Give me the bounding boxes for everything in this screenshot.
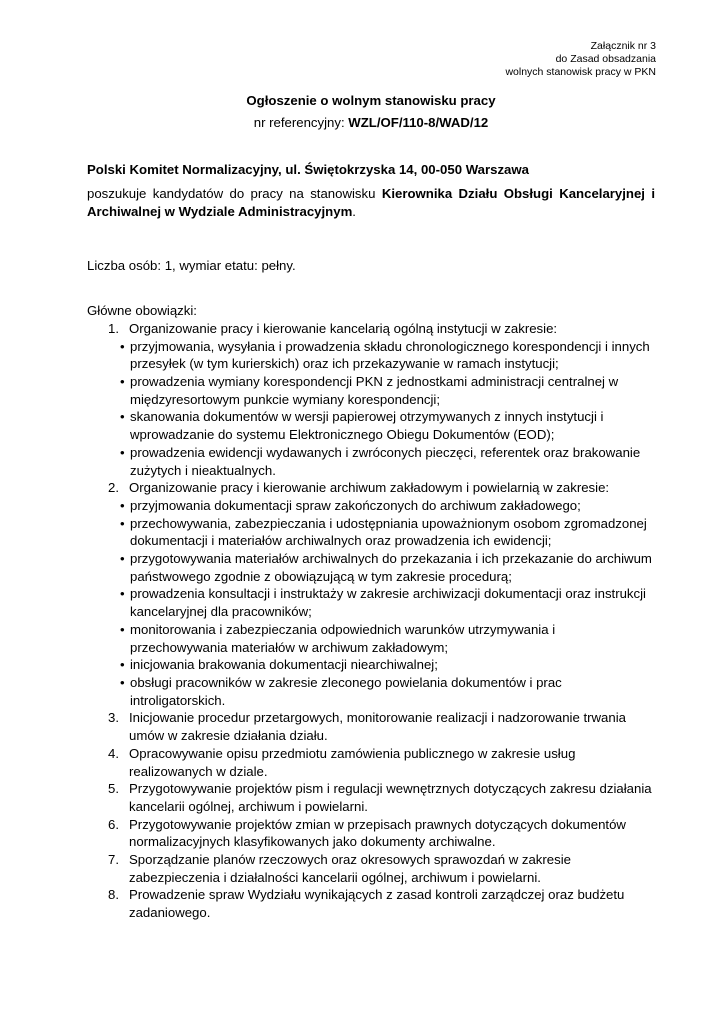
duty-text: Inicjowanie procedur przetargowych, monitorowanie realizacji i nadzorowanie trwania umów w zakresie działania działu. — [129, 710, 626, 744]
duty-sublist — [87, 497, 655, 709]
bullet-icon: • — [120, 497, 125, 513]
duty-subitem-text: przyjmowania dokumentacji spraw zakończonych do archiwum zakładowego; — [130, 497, 581, 513]
duty-item — [87, 780, 655, 815]
duty-number: 3. — [108, 710, 119, 726]
position-name: Kierownika Działu Obsługi Kancelaryjnej i Archiwalnej w Wydziale Administracyjnym — [87, 186, 655, 219]
duty-number: 8. — [108, 887, 119, 903]
duty-text: Prowadzenie spraw Wydziału wynikających z zasad kontroli zarządczej oraz budżetu zadaniowego. — [129, 887, 625, 921]
bullet-icon: • — [120, 621, 125, 637]
duty-subitem — [87, 550, 655, 585]
bullet-icon: • — [120, 409, 125, 425]
duty-subitem — [87, 408, 655, 443]
bullet-icon: • — [120, 374, 125, 390]
duty-item — [87, 886, 655, 921]
duty-item — [87, 745, 655, 780]
duties-heading: Główne obowiązki: — [87, 303, 197, 319]
duty-subitem — [87, 497, 655, 515]
reference-label: nr referencyjny: — [253, 114, 349, 130]
document-body — [87, 92, 655, 922]
duty-item — [87, 851, 655, 886]
duty-sublist — [87, 338, 655, 480]
duty-subitem-text: prowadzenia konsultacji i instruktaży w zakresie archiwizacji dokumentacji oraz instrukcji kancelaryjnej dla pracowników; — [130, 586, 646, 620]
duty-subitem-text: przechowywania, zabezpieczania i udostępniania upoważnionym osobom zgromadzonej dokumentacji i materiałów archiwalnych oraz prowadzenia ich ewidencji; — [130, 515, 647, 549]
duty-subitem-text: obsługi pracowników w zakresie zleconego powielania dokumentów i prac introligatorskich. — [130, 674, 562, 708]
duty-number: 7. — [108, 852, 119, 868]
duty-subitem — [87, 444, 655, 479]
bullet-icon: • — [120, 674, 125, 690]
duty-item — [87, 816, 655, 851]
duty-number: 6. — [108, 816, 119, 832]
bullet-icon: • — [120, 657, 125, 673]
intro-before: poszukuje kandydatów do pracy na stanowisku — [87, 186, 382, 202]
duty-text: Opracowywanie opisu przedmiotu zamówienia publicznego w zakresie usług realizowanych w dziale. — [129, 745, 576, 779]
duty-subitem — [87, 674, 655, 709]
reference-number — [87, 114, 655, 132]
bullet-icon: • — [120, 515, 125, 531]
duty-text: Przygotowywanie projektów pism i regulacji wewnętrznych dotyczących zakresu działania kancelarii ogólnej, archiwum i powielarni. — [129, 781, 652, 814]
bullet-icon: • — [120, 444, 125, 460]
intro-paragraph — [87, 185, 655, 220]
bullet-icon: • — [120, 551, 125, 567]
duty-text: Organizowanie pracy i kierowanie archiwum zakładowym i powielarnią w zakresie: — [129, 480, 610, 496]
duty-subitem-text: monitorowania i zabezpieczania odpowiednich warunków utrzymywania i przechowywania materiałów w archiwum zakładowym; — [130, 621, 556, 655]
persons-count: Liczba osób: 1, wymiar etatu: pełny. — [87, 257, 296, 273]
duty-text: Sporządzanie planów rzeczowych oraz okresowych sprawozdań w zakresie zabezpieczenia i działalności kancelarii ogólnej, archiwum i powielarni. — [129, 852, 571, 885]
duty-number: 2. — [108, 480, 119, 496]
duty-text: Organizowanie pracy i kierowanie kancelarią ogólną instytucji w zakresie: — [129, 320, 558, 336]
duty-subitem — [87, 621, 655, 656]
duties-list — [87, 320, 655, 922]
duty-subitem-text: inicjowania brakowania dokumentacji niearchiwalnej; — [130, 657, 438, 673]
duty-subitem-text: przygotowywania materiałów archiwalnych do przekazania i ich przekazanie do archiwum państwowego zgodnie z obowiązującą w tym zakresie procedurą; — [130, 551, 652, 584]
attachment-line: Załącznik nr 3 — [590, 40, 656, 52]
intro-after: . — [352, 203, 356, 219]
attachment-line: wolnych stanowisk pracy w PKN — [505, 66, 656, 78]
reference-value: WZL/OF/110-8/WAD/12 — [348, 114, 489, 130]
duty-item — [87, 479, 655, 497]
duty-subitem — [87, 515, 655, 550]
attachment-line: do Zasad obsadzania — [555, 53, 656, 65]
duty-subitem-text: prowadzenia ewidencji wydawanych i zwróconych pieczęci, referentek oraz brakowanie zużytych i nieaktualnych. — [130, 444, 641, 478]
duty-subitem — [87, 656, 655, 674]
document-title: Ogłoszenie o wolnym stanowisku pracy — [246, 93, 496, 108]
duty-subitem — [87, 585, 655, 620]
duty-item — [87, 709, 655, 744]
duty-item — [87, 320, 655, 338]
duty-subitem-text: przyjmowania, wysyłania i prowadzenia składu chronologicznego korespondencji i innych przesyłek (w tym kurierskich) oraz ich przekazywanie w ramach instytucji; — [130, 338, 650, 372]
duty-subitem — [87, 373, 655, 408]
duty-number: 1. — [108, 320, 119, 336]
duty-subitem — [87, 338, 655, 373]
duty-number: 4. — [108, 745, 119, 761]
organization-line: Polski Komitet Normalizacyjny, ul. Świętokrzyska 14, 00-050 Warszawa — [87, 162, 529, 178]
bullet-icon: • — [120, 586, 125, 602]
duty-subitem-text: skanowania dokumentów w wersji papierowej otrzymywanych z innych instytucji i wprowadzanie do systemu Elektronicznego Obiegu Dokumentów (EOD); — [130, 409, 604, 443]
duty-subitem-text: prowadzenia wymiany korespondencji PKN z jednostkami administracji centralnej w międzyresortowym punkcie wymiany korespondencji; — [130, 374, 619, 407]
duty-text: Przygotowywanie projektów zmian w przepisach prawnych dotyczących dokumentów normalizacyjnych klasyfikowanych jako dokumenty archiwalne. — [129, 816, 626, 850]
bullet-icon: • — [120, 338, 125, 354]
duty-number: 5. — [108, 781, 119, 797]
attachment-note — [505, 40, 656, 79]
